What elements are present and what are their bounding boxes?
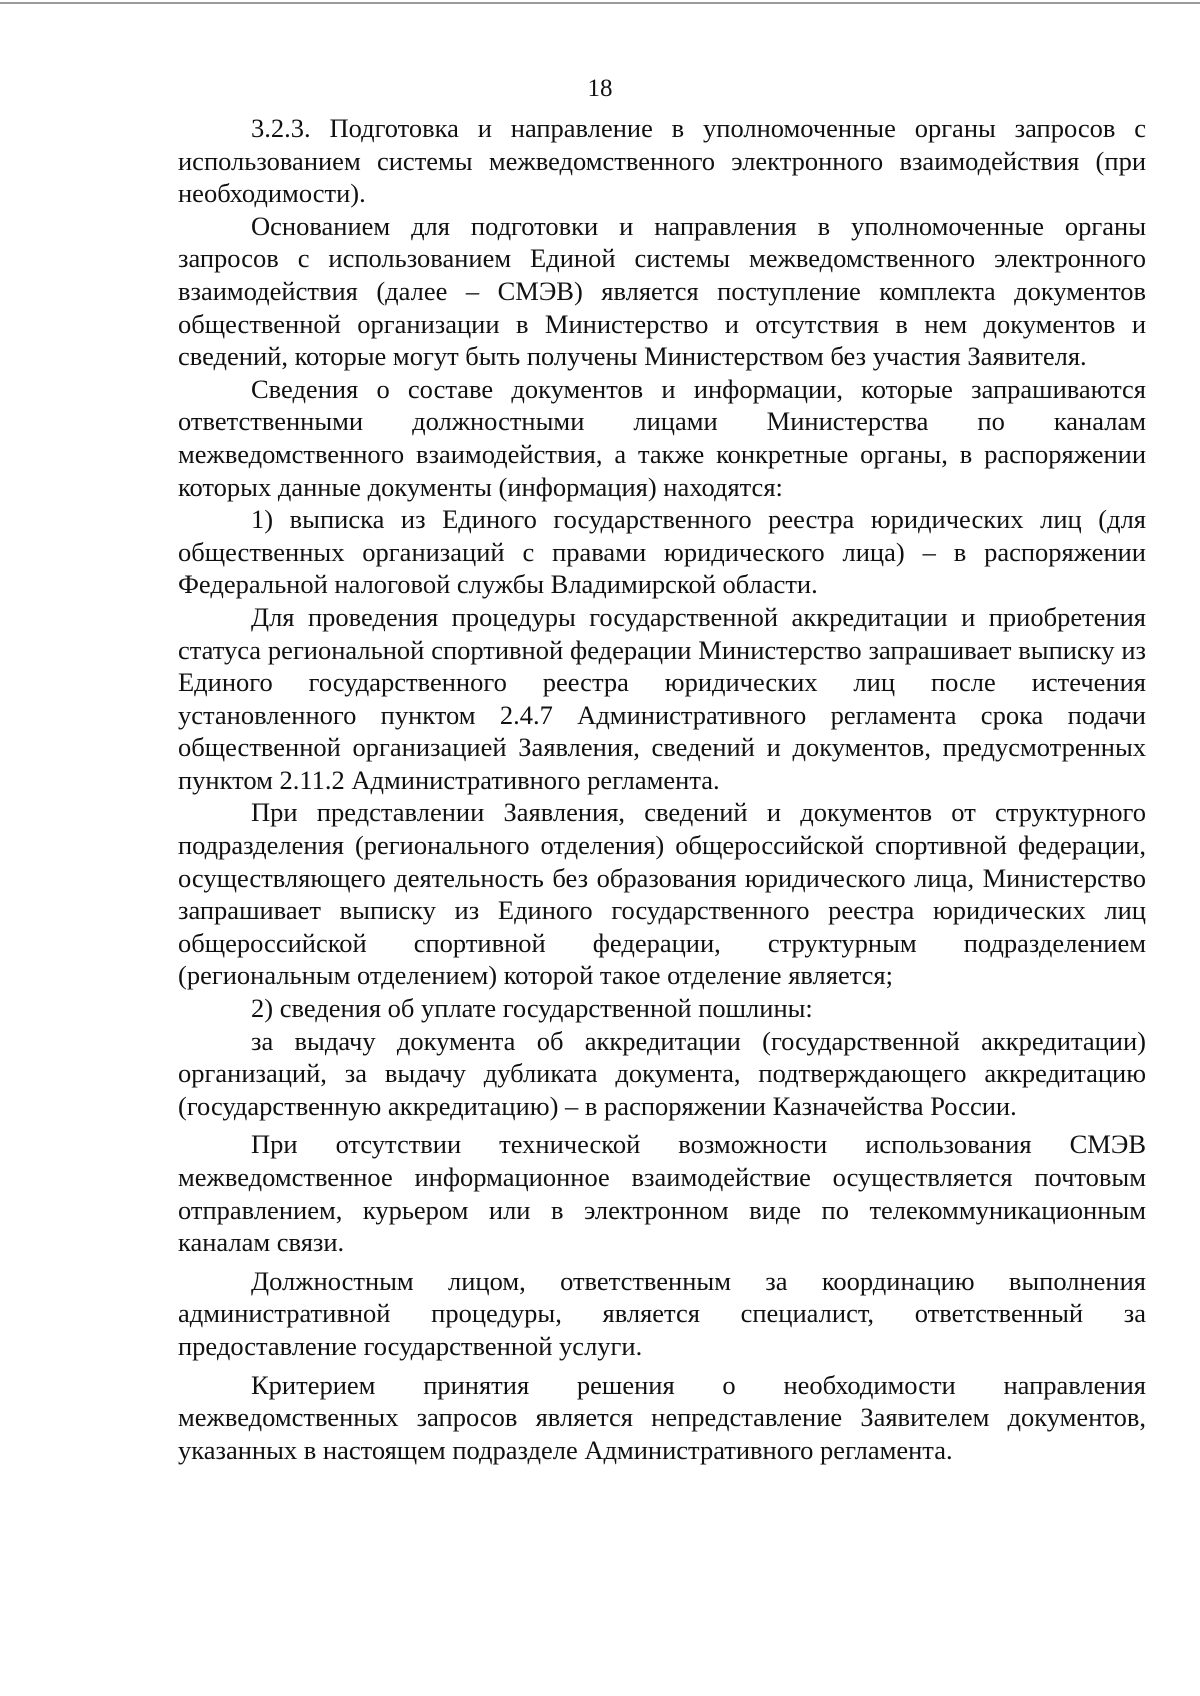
paragraph-item-2: 2) сведения об уплате государственной пошлины: xyxy=(251,993,813,1024)
scan-top-edge xyxy=(0,2,1200,4)
paragraph-item-1: 1) выписка из Единого государственного реестра юридических лиц (для общественных организаций с правами юридического лица) – в распоряжении Федеральной налоговой службы Владимирской области. xyxy=(178,504,1146,600)
paragraph-criterion: Критерием принятия решения о необходимости направления межведомственных запросов является непредставление Заявителем документов, указанных в настоящем подразделе Административного регламента. xyxy=(178,1369,1146,1465)
paragraph-3-2-3: 3.2.3. Подготовка и направление в уполномоченные органы запросов с использованием системы межведомственного электронного взаимодействия (при необходимости). xyxy=(178,113,1146,209)
paragraph-accreditation-procedure: Для проведения процедуры государственной аккредитации и приобретения статуса региональной спортивной федерации Министерство запрашивает выписку из Единого государственного реестра юридических лиц после истечения установленного пунктом 2.4.7 Административного регламента срока подачи общественной организацией Заявления, сведений и документов, предусмотренных пунктом 2.11.2 Административного регламента. xyxy=(178,601,1146,795)
paragraph-basis: Основанием для подготовки и направления в уполномоченные органы запросов с использованием Единой системы межведомственного электронного взаимодействия (далее – СМЭВ) является поступление комплекта документов общественной организации в Министерство и отсутствия в нем документов и сведений, которые могут быть получены Министерством без участия Заявителя. xyxy=(178,210,1146,372)
paragraph-documents-info: Сведения о составе документов и информации, которые запрашиваются ответственными должностными лицами Министерства по каналам межведомственного взаимодействия, а также конкретные органы, в распоряжении которых данные документы (информация) находятся: xyxy=(178,373,1146,502)
page-number: 18 xyxy=(587,75,613,102)
paragraph-structural-subdivision: При представлении Заявления, сведений и документов от структурного подразделения (регионального отделения) общероссийской спортивной федерации, осуществляющего деятельность без образования юридического лица, Министерство запрашивает выписку из Единого государственного реестра юридических лиц общероссийской спортивной федерации, структурным подразделением (региональным отделением) которой такое отделение является; xyxy=(178,797,1146,991)
paragraph-responsible-official: Должностным лицом, ответственным за координацию выполнения административной процедуры, является специалист, ответственный за предоставление государственной услуги. xyxy=(178,1265,1146,1361)
paragraph-no-smev: При отсутствии технической возможности использования СМЭВ межведомственное информационное взаимодействие осуществляется почтовым отправлением, курьером или в электронном виде по телекоммуникационным каналам связи. xyxy=(178,1129,1146,1258)
paragraph-state-fee: за выдачу документа об аккредитации (государственной аккредитации) организаций, за выдачу дубликата документа, подтверждающего аккредитацию (государственную аккредитацию) – в распоряжении Казначейства России. xyxy=(178,1025,1146,1121)
document-body xyxy=(178,112,1146,1466)
